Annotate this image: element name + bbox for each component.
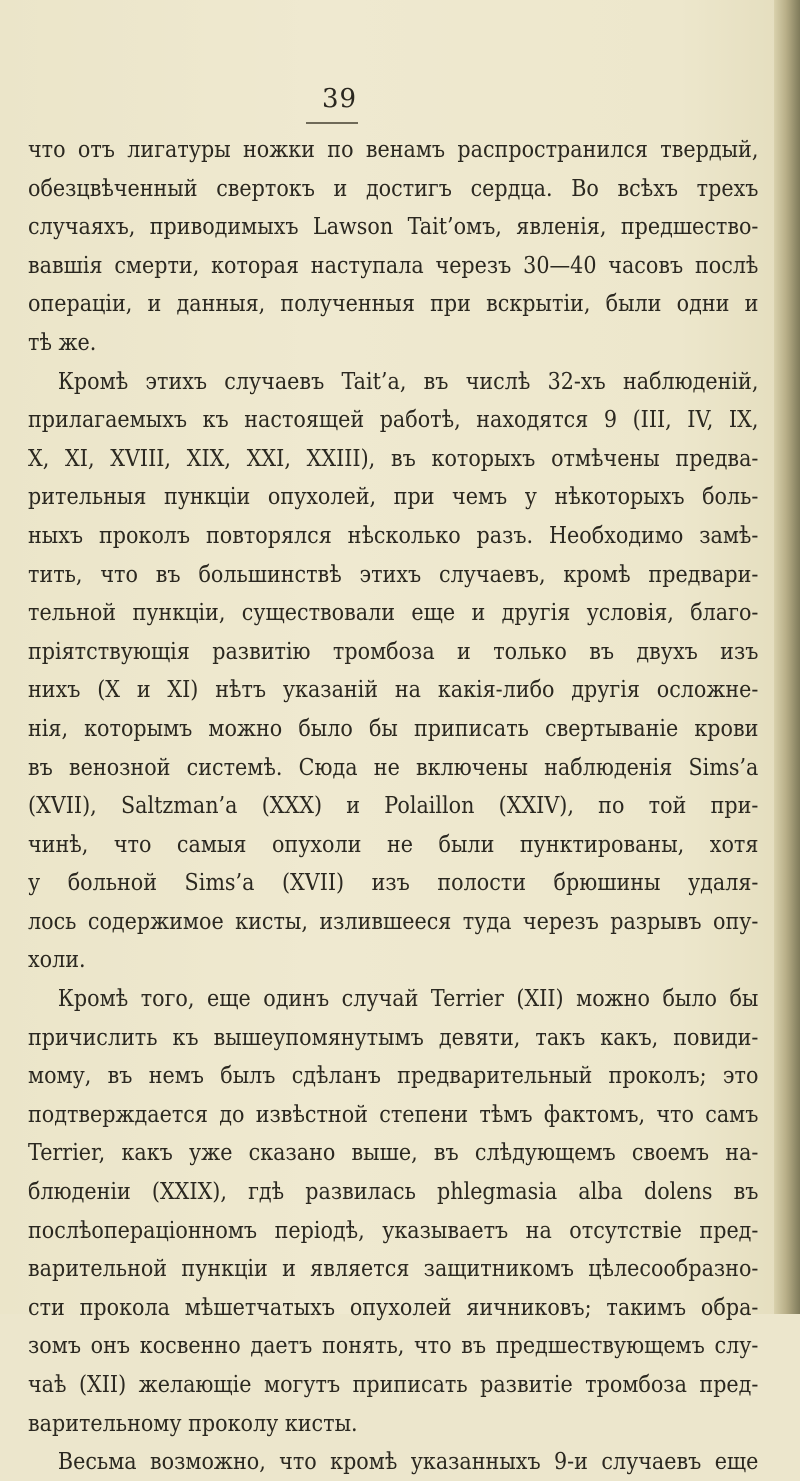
text-line: Кромѣ этихъ случаевъ Tait’а, въ числѣ 32-хъ наблюденій, <box>57 366 759 395</box>
text-line: у больной Sims’а (XVII) изъ полости брюшины удаля- <box>28 868 759 897</box>
text-line: случаяхъ, приводимыхъ Lawson Tait’омъ, явленія, предшество- <box>28 212 759 241</box>
text-line: X, XI, XVIII, XIX, XXI, XXIII), въ которыхъ отмѣчены предва- <box>28 443 759 472</box>
text-line: холи. <box>28 945 86 974</box>
text-line: что отъ лигатуры ножки по венамъ распространился твердый, <box>28 135 759 163</box>
text-line: лось содержимое кисты, излившееся туда черезъ разрывъ опу- <box>28 906 759 935</box>
text-line: вавшія смерти, которая наступала черезъ 30—40 часовъ послѣ <box>28 250 759 279</box>
text-line: тѣ же. <box>28 327 97 356</box>
text-line: обезцвѣченный свертокъ и достигъ сердца. Во всѣхъ трехъ <box>28 173 759 202</box>
text-line: пріятствующія развитію тромбоза и только въ двухъ изъ <box>28 636 759 665</box>
text-line: ныхъ проколъ повторялся нѣсколько разъ. Необходимо замѣ- <box>28 520 759 549</box>
text-line: чинѣ, что самыя опухоли не были пунктированы, хотя <box>28 829 759 858</box>
text-line: въ венозной системѣ. Сюда не включены наблюденія Sims’а <box>28 752 759 781</box>
text-line: мому, въ немъ былъ сдѣланъ предварительный проколъ; это <box>28 1061 759 1090</box>
text-line: рительныя пункціи опухолей, при чемъ у нѣкоторыхъ боль- <box>28 482 759 511</box>
text-line: подтверждается до извѣстной степени тѣмъ фактомъ, что самъ <box>28 1099 759 1128</box>
text-line: варительному проколу кисты. <box>28 1408 358 1437</box>
page-number: 39 <box>322 84 358 114</box>
text-line: Весьма возможно, что кромѣ указанныхъ 9-и случаевъ еще <box>57 1447 759 1476</box>
text-line: тить, что въ большинствѣ этихъ случаевъ, кромѣ предвари- <box>28 559 759 588</box>
text-line: (XVII), Saltzman’а (XXX) и Polaillon (XXIV), по той при- <box>28 791 759 820</box>
text-line: нихъ (X и XI) нѣтъ указаній на какія-либо другія осложне- <box>28 675 759 704</box>
text-line: Кромѣ того, еще одинъ случай Terrier (XII) можно было бы <box>57 984 759 1013</box>
text-line: варительной пункціи и является защитникомъ цѣлесообразно- <box>28 1254 759 1283</box>
page-number-underline <box>306 122 358 124</box>
body-text <box>28 130 786 1481</box>
text-line: причислить къ вышеупомянутымъ девяти, такъ какъ, повиди- <box>28 1022 759 1051</box>
text-line: блюденіи (XXIX), гдѣ развилась phlegmasia alba dolens въ <box>28 1177 759 1206</box>
text-line: прилагаемыхъ къ настоящей работѣ, находятся 9 (III, IV, IX, <box>28 405 759 434</box>
text-line: нія, которымъ можно было бы приписать свертываніе крови <box>28 713 759 742</box>
text-line: послѣоперaціонномъ періодѣ, указываетъ на отсутствіе пред- <box>28 1215 759 1244</box>
text-line: чаѣ (XII) желающіе могутъ приписать развитіе тромбоза пред- <box>28 1370 759 1398</box>
text-line: Terrier, какъ уже сказано выше, въ слѣдующемъ своемъ на- <box>28 1138 759 1167</box>
text-line: сти прокола мѣшетчатыхъ опухолей яичниковъ; такимъ обра- <box>28 1292 759 1321</box>
text-line: операціи, и данныя, полученныя при вскрытіи, были одни и <box>28 289 759 318</box>
text-line: зомъ онъ косвенно даетъ понять, что въ предшествующемъ слу- <box>28 1331 759 1360</box>
text-line: тельной пункціи, существовали еще и другія условія, благо- <box>28 598 759 627</box>
